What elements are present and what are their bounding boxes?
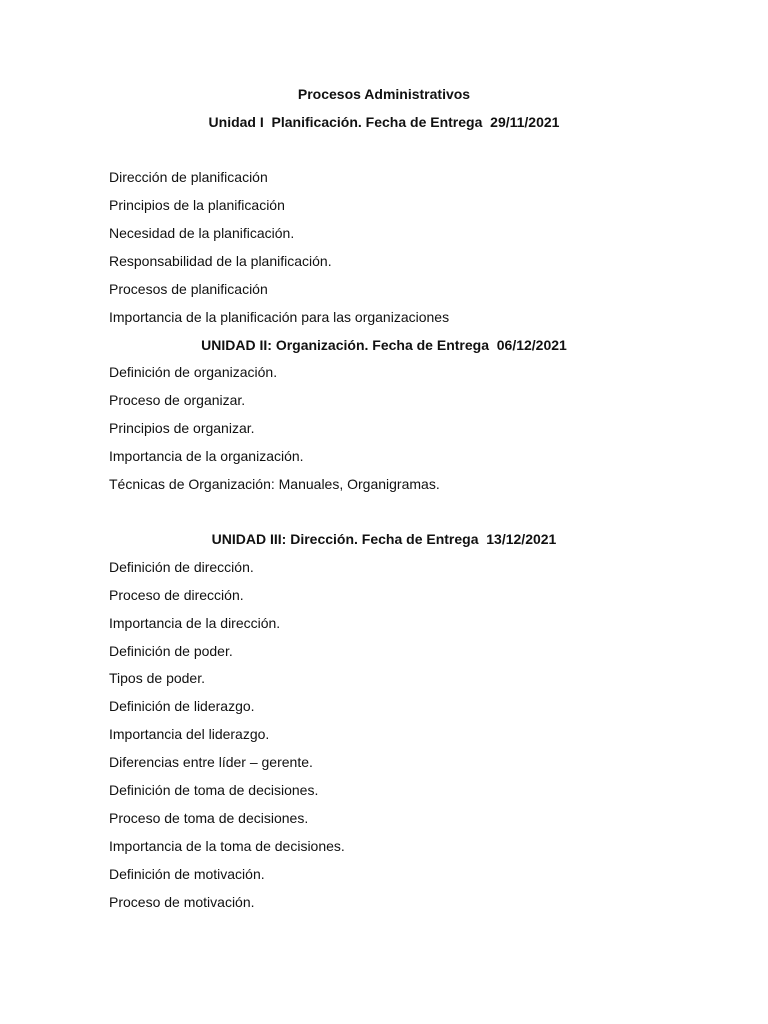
list-item: Definición de toma de decisiones. bbox=[109, 782, 319, 798]
list-item: Definición de poder. bbox=[109, 643, 233, 659]
list-item: Importancia de la dirección. bbox=[109, 615, 281, 631]
list-item: Proceso de motivación. bbox=[109, 894, 255, 910]
list-item: Importancia de la planificación para las organizaciones bbox=[109, 309, 450, 325]
unit-2-heading: UNIDAD II: Organización. Fecha de Entrega 06/12/2021 bbox=[201, 337, 567, 353]
list-item: Necesidad de la planificación. bbox=[109, 225, 295, 241]
list-item: Importancia del liderazgo. bbox=[109, 726, 270, 742]
list-item: Principios de la planificación bbox=[109, 197, 285, 213]
unit-3-heading: UNIDAD III: Dirección. Fecha de Entrega 13/12/2021 bbox=[211, 531, 557, 547]
list-item: Principios de organizar. bbox=[109, 420, 255, 436]
list-item: Dirección de planificación bbox=[109, 169, 268, 185]
list-item: Definición de dirección. bbox=[109, 559, 254, 575]
list-item: Importancia de la toma de decisiones. bbox=[109, 838, 345, 854]
list-item: Responsabilidad de la planificación. bbox=[109, 253, 332, 269]
list-item: Tipos de poder. bbox=[109, 670, 205, 686]
list-item: Proceso de toma de decisiones. bbox=[109, 810, 309, 826]
list-item: Procesos de planificación bbox=[109, 281, 268, 297]
list-item: Técnicas de Organización: Manuales, Organigramas. bbox=[109, 476, 440, 492]
unit-1-heading: Unidad I Planificación. Fecha de Entrega 29/11/2021 bbox=[208, 114, 560, 130]
list-item: Diferencias entre líder – gerente. bbox=[109, 754, 313, 770]
list-item: Definición de motivación. bbox=[109, 866, 265, 882]
list-item: Definición de organización. bbox=[109, 364, 278, 380]
list-item: Importancia de la organización. bbox=[109, 448, 304, 464]
list-item: Proceso de dirección. bbox=[109, 587, 244, 603]
list-item: Proceso de organizar. bbox=[109, 392, 246, 408]
list-item: Definición de liderazgo. bbox=[109, 698, 255, 714]
document-title: Procesos Administrativos bbox=[297, 86, 471, 102]
